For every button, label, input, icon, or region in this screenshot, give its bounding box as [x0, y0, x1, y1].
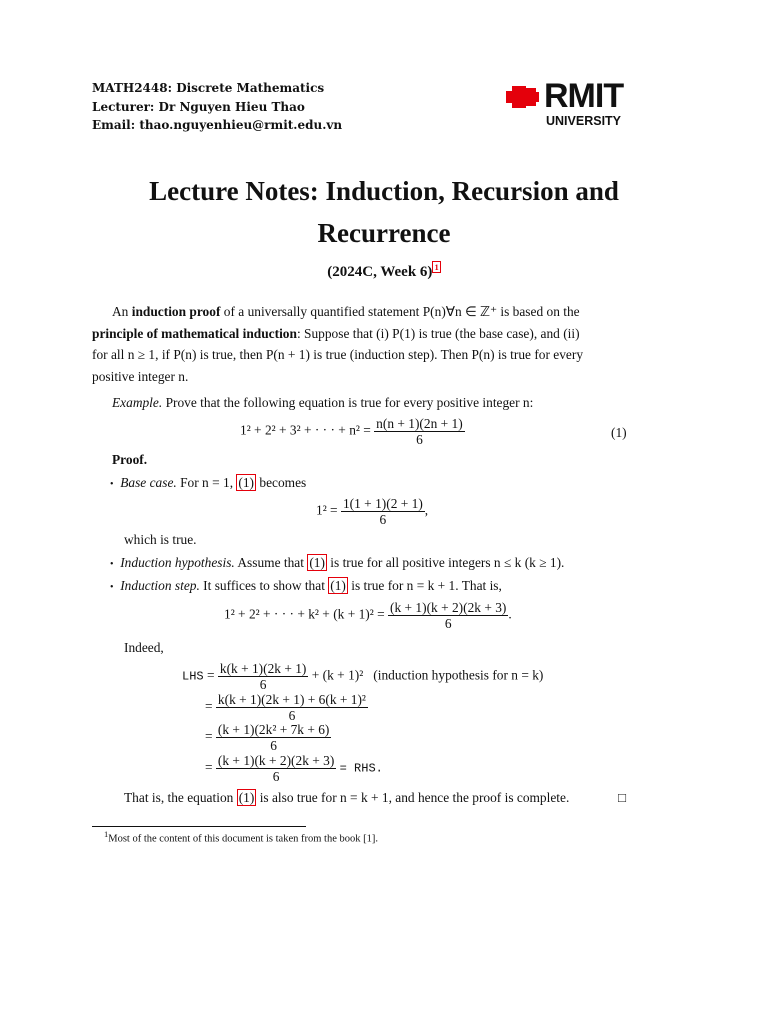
intro-paragraph	[92, 301, 630, 387]
equation-fraction	[216, 753, 336, 784]
conclusion-text: is also true for n = k + 1, and hence the proof is complete.	[259, 790, 570, 805]
base-case-text: For n = 1,	[180, 475, 234, 490]
base-case-conclusion: which is true.	[124, 532, 197, 547]
equals-sign: =	[206, 667, 215, 683]
equation-fraction	[216, 692, 368, 723]
step-text: is true for n = k + 1. That is,	[351, 578, 502, 593]
fraction-denominator: 6	[270, 738, 277, 753]
base-case-label: Base case.	[120, 475, 177, 490]
footnote-divider	[92, 826, 306, 827]
derivation-note: (induction hypothesis for n = k)	[373, 667, 544, 683]
equation-lhs: 1² =	[316, 502, 338, 518]
footnote-link[interactable]: 1	[434, 262, 439, 272]
fraction-numerator: (k + 1)(k + 2)(2k + 3)	[217, 753, 335, 768]
intro-text: of a universally quantified statement P(n)∀n ∈ ℤ⁺ is based on the	[223, 304, 580, 319]
example-statement	[112, 392, 533, 414]
equation-fraction	[374, 416, 465, 447]
fraction-denominator: 6	[379, 512, 387, 527]
bullet-icon: •	[110, 582, 114, 593]
footnote-mark: 1	[104, 829, 109, 839]
rmit-logo	[506, 77, 646, 132]
derivation-line-4	[205, 753, 383, 784]
intro-line3: for all n ≥ 1, if P(n) is true, then P(n + 1) is true (induction step). Then P(n) is true for every	[92, 347, 584, 362]
hypothesis-label: Induction hypothesis.	[120, 555, 235, 570]
equals-sign: =	[205, 698, 213, 714]
base-case-equation	[316, 496, 428, 527]
example-text: Prove that the following equation is true for every positive integer n:	[165, 395, 534, 410]
intro-line4: positive integer n.	[92, 368, 189, 384]
fraction-denominator: 6	[272, 769, 280, 784]
fraction-numerator: (k + 1)(k + 2)(2k + 3)	[390, 600, 507, 615]
step-label: Induction step.	[120, 578, 200, 593]
footnote-text: Most of the content of this document is taken from the book [1].	[108, 833, 378, 845]
equation-fraction	[388, 600, 508, 631]
qed-icon: □	[618, 790, 627, 805]
lecturer-email: Email: thao.nguyenhieu@rmit.edu.vn	[92, 118, 343, 132]
hypothesis-text: Assume that	[237, 555, 304, 570]
logo-wordmark: RMIT	[544, 77, 624, 115]
intro-line2	[92, 323, 630, 345]
term-principle: principle of mathematical induction	[92, 325, 297, 341]
intro-text: : Suppose that (i) P(1) is true (the base case), and (ii)	[296, 325, 580, 341]
step-equation	[224, 600, 512, 631]
bullet-hypothesis	[110, 552, 564, 576]
proof-conclusion	[124, 787, 569, 809]
equation-fraction	[218, 661, 309, 692]
conclusion-text: That is, the equation	[124, 790, 234, 805]
subtitle-text: (2024C, Week 6)	[327, 264, 433, 280]
equation-ref-link[interactable]: (1)	[330, 578, 346, 593]
intro-line1	[92, 301, 630, 323]
term-induction-proof: induction proof	[131, 304, 221, 319]
equation-fraction	[341, 496, 425, 527]
equals-sign: =	[205, 728, 213, 744]
equation-ref-link[interactable]: (1)	[309, 555, 325, 570]
base-case-text: becomes	[259, 475, 307, 490]
equals-sign: =	[205, 759, 213, 775]
derivation-line-1	[182, 661, 543, 692]
indeed-text: Indeed,	[124, 640, 164, 655]
fraction-denominator: 6	[259, 677, 267, 692]
fraction-numerator: k(k + 1)(2k + 1) + 6(k + 1)²	[217, 692, 366, 707]
equation-ref-link[interactable]: (1)	[238, 475, 255, 490]
fraction-denominator: 6	[416, 432, 423, 447]
punctuation: ,	[424, 502, 429, 518]
step-text: It suffices to show that	[203, 578, 325, 593]
rhs-label: = RHS.	[339, 761, 383, 776]
page-title: Lecture Notes: Induction, Recursion and	[149, 176, 619, 206]
equation-ref-link[interactable]: (1)	[238, 790, 255, 805]
derivation-line-2	[205, 692, 368, 723]
hypothesis-text: is true for all positive integers n ≤ k (k ≥ 1).	[330, 555, 565, 570]
derivation-line-3	[205, 722, 331, 753]
course-title: MATH2448: Discrete Mathematics	[92, 81, 325, 95]
footnote	[104, 829, 378, 845]
fraction-numerator: k(k + 1)(2k + 1)	[219, 661, 307, 676]
equation-lhs: 1² + 2² + 3² + · · · + n² =	[240, 422, 371, 438]
lhs-label: LHS	[182, 669, 204, 684]
equation-fraction	[216, 722, 331, 753]
punctuation: .	[508, 606, 512, 622]
lecturer-name: Lecturer: Dr Nguyen Hieu Thao	[92, 99, 305, 114]
derivation-tail: + (k + 1)²	[311, 667, 364, 683]
equation-lhs: 1² + 2² + · · · + k² + (k + 1)² =	[224, 606, 385, 622]
course-header	[92, 79, 342, 135]
fraction-numerator: 1(1 + 1)(2 + 1)	[342, 496, 423, 511]
bullet-icon: •	[110, 559, 114, 570]
fraction-denominator: 6	[444, 616, 452, 631]
example-label: Example.	[112, 395, 163, 410]
bullet-induction-step	[110, 575, 502, 599]
page-subtitle	[0, 261, 768, 281]
bullet-base-case	[110, 472, 306, 496]
intro-text: An	[112, 304, 129, 319]
fraction-numerator: (k + 1)(2k² + 7k + 6)	[217, 722, 330, 737]
proof-label: Proof.	[112, 452, 148, 467]
logo-subtext: UNIVERSITY	[546, 114, 622, 128]
equation-number: (1)	[611, 425, 627, 440]
page-title-line2: Recurrence	[317, 218, 451, 248]
equation-1	[240, 416, 465, 447]
bullet-icon: •	[110, 479, 114, 490]
fraction-numerator: n(n + 1)(2n + 1)	[376, 416, 463, 431]
fraction-denominator: 6	[288, 708, 296, 723]
